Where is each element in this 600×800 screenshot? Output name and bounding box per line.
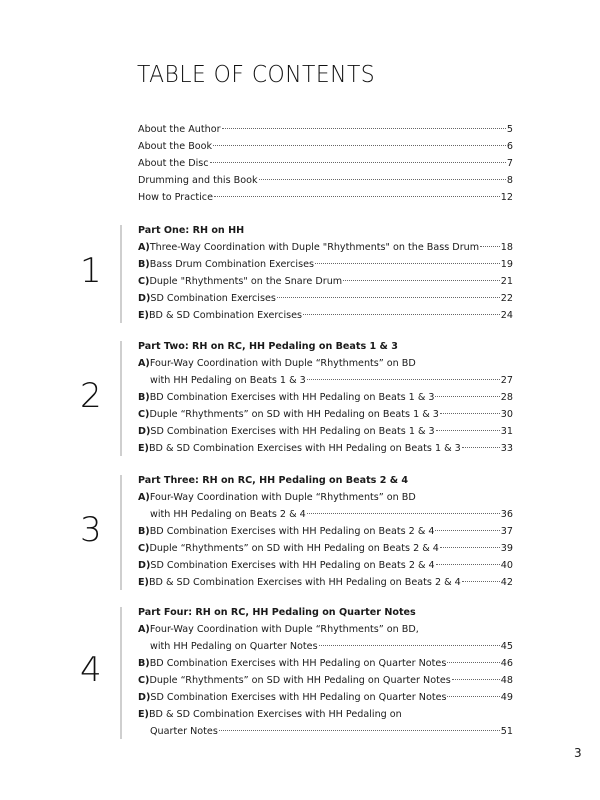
entry-title: BD Combination Exercises with HH Pedaling on Beats 2 & 4 (149, 526, 435, 537)
entry-letter: C) (138, 276, 150, 287)
part-heading: Part Two: RH on RC, HH Pedaling on Beats 1 & 3 (138, 341, 398, 352)
entry-page: 51 (500, 726, 513, 737)
entry-page: 27 (500, 375, 513, 386)
toc-entry (138, 574, 513, 591)
entry-page: 46 (500, 658, 513, 669)
dot-leader (259, 179, 506, 180)
dot-leader (222, 128, 506, 129)
entry-title: Three-Way Coordination with Duple "Rhythments" on the Bass Drum (149, 242, 480, 253)
entry-page: 7 (506, 158, 513, 169)
entry-title: BD Combination Exercises with HH Pedaling on Quarter Notes (149, 658, 447, 669)
dot-leader (315, 263, 500, 264)
dot-leader (436, 564, 500, 565)
entry-page: 28 (500, 392, 513, 403)
entry-letter: E) (138, 577, 149, 588)
entry-page: 36 (500, 509, 513, 520)
entry-title: About the Book (138, 141, 213, 152)
dot-leader (307, 379, 500, 380)
dot-leader (480, 246, 500, 247)
entry-page: 18 (500, 242, 513, 253)
entry-letter: A) (138, 624, 150, 635)
entry-letter: D) (138, 293, 151, 304)
toc-entry (138, 557, 513, 574)
entry-title: Quarter Notes (150, 726, 218, 737)
toc-entry (138, 138, 513, 155)
toc-entry (138, 172, 513, 189)
entry-title: with HH Pedaling on Quarter Notes (150, 641, 318, 652)
entry-letter: A) (138, 358, 150, 369)
part-section-4 (138, 604, 513, 740)
dot-leader (219, 730, 500, 731)
entry-title: SD Combination Exercises with HH Pedaling on Beats 1 & 3 (150, 426, 435, 437)
entry-letter: A) (138, 492, 150, 503)
toc-entry (138, 689, 513, 706)
toc-entry (138, 307, 513, 324)
part-section-1 (138, 222, 513, 324)
entry-title: Drumming and this Book (138, 175, 258, 186)
toc-entry (138, 506, 513, 523)
entry-title: SD Combination Exercises with HH Pedaling on Beats 2 & 4 (150, 560, 435, 571)
toc-entry (138, 638, 513, 655)
entry-page: 42 (500, 577, 513, 588)
toc-entry-line (138, 489, 513, 506)
dot-leader (447, 662, 499, 663)
dot-leader (440, 547, 500, 548)
toc-entry (138, 672, 513, 689)
entry-letter: B) (138, 658, 150, 669)
entry-title: BD & SD Combination Exercises with HH Pedaling on Beats 1 & 3 (148, 443, 461, 454)
part-section-2 (138, 338, 513, 457)
entry-page: 22 (500, 293, 513, 304)
page-title: TABLE OF CONTENTS (137, 62, 376, 88)
toc-entry (138, 239, 513, 256)
toc-entry (138, 372, 513, 389)
toc-entry (138, 440, 513, 457)
dot-leader (277, 297, 500, 298)
dot-leader (307, 513, 500, 514)
entry-title: BD & SD Combination Exercises with HH Pedaling on (148, 709, 402, 720)
entry-page: 48 (500, 675, 513, 686)
page-number: 3 (574, 746, 582, 760)
part-heading: Part One: RH on HH (138, 225, 245, 236)
toc-entry (138, 273, 513, 290)
entry-page: 8 (506, 175, 513, 186)
dot-leader (213, 145, 506, 146)
toc-entry (138, 389, 513, 406)
entry-letter: C) (138, 409, 150, 420)
part-divider-bar (120, 341, 122, 456)
dot-leader (210, 162, 506, 163)
toc-entry (138, 155, 513, 172)
toc-entry (138, 423, 513, 440)
entry-letter: B) (138, 526, 150, 537)
entry-letter: D) (138, 560, 151, 571)
entry-page: 12 (500, 192, 513, 203)
entry-letter: D) (138, 692, 151, 703)
entry-page: 30 (500, 409, 513, 420)
entry-title: SD Combination Exercises (150, 293, 276, 304)
entry-letter: E) (138, 310, 149, 321)
front-matter-list (138, 121, 513, 206)
entry-title: About the Author (138, 124, 221, 135)
dot-leader (462, 447, 500, 448)
entry-letter: A) (138, 242, 150, 253)
dot-leader (447, 696, 499, 697)
toc-entry-line (138, 706, 513, 723)
toc-entry (138, 540, 513, 557)
entry-title: Duple “Rhythments” on SD with HH Pedaling on Beats 2 & 4 (149, 543, 439, 554)
entry-page: 39 (500, 543, 513, 554)
entry-title: with HH Pedaling on Beats 2 & 4 (150, 509, 306, 520)
entry-letter: C) (138, 675, 150, 686)
dot-leader (435, 396, 499, 397)
part-number: 1 (80, 251, 102, 291)
entry-title: BD Combination Exercises with HH Pedaling on Beats 1 & 3 (149, 392, 435, 403)
part-number: 3 (80, 509, 102, 550)
entry-page: 33 (500, 443, 513, 454)
toc-entry (138, 256, 513, 273)
entry-title: About the Disc (138, 158, 209, 169)
entry-letter: D) (138, 426, 151, 437)
dot-leader (440, 413, 500, 414)
entry-letter: E) (138, 709, 149, 720)
dot-leader (462, 581, 500, 582)
toc-entry (138, 121, 513, 138)
part-heading: Part Four: RH on RC, HH Pedaling on Quarter Notes (138, 607, 416, 618)
toc-entry (138, 189, 513, 206)
entry-title: BD & SD Combination Exercises (148, 310, 303, 321)
entry-title: How to Practice (138, 192, 213, 203)
entry-page: 45 (500, 641, 513, 652)
toc-entry (138, 523, 513, 540)
part-section-3 (138, 472, 513, 591)
toc-entry (138, 406, 513, 423)
entry-page: 21 (500, 276, 513, 287)
toc-entry (138, 723, 513, 740)
part-number: 4 (80, 650, 102, 690)
entry-letter: B) (138, 259, 150, 270)
toc-entry (138, 290, 513, 307)
toc-entry-line (138, 355, 513, 372)
entry-title: Four-Way Coordination with Duple “Rhythments” on BD (149, 358, 416, 369)
entry-page: 40 (500, 560, 513, 571)
dot-leader (435, 530, 499, 531)
toc-entry (138, 655, 513, 672)
dot-leader (303, 314, 500, 315)
dot-leader (436, 430, 500, 431)
entry-page: 5 (506, 124, 513, 135)
entry-title: Bass Drum Combination Exercises (149, 259, 314, 270)
entry-page: 6 (506, 141, 513, 152)
entry-page: 49 (500, 692, 513, 703)
part-number: 2 (80, 375, 102, 416)
toc-entry-line (138, 621, 513, 638)
part-divider-bar (120, 475, 122, 590)
entry-title: Duple “Rhythments” on SD with HH Pedaling on Beats 1 & 3 (149, 409, 439, 420)
part-heading: Part Three: RH on RC, HH Pedaling on Beats 2 & 4 (138, 475, 409, 486)
entry-page: 24 (500, 310, 513, 321)
entry-page: 37 (500, 526, 513, 537)
dot-leader (319, 645, 500, 646)
entry-title: Duple "Rhythments" on the Snare Drum (149, 276, 343, 287)
entry-letter: C) (138, 543, 150, 554)
dot-leader (343, 280, 500, 281)
entry-letter: B) (138, 392, 150, 403)
entry-letter: E) (138, 443, 149, 454)
entry-page: 31 (500, 426, 513, 437)
entry-page: 19 (500, 259, 513, 270)
part-divider-bar (120, 607, 122, 739)
entry-title: Four-Way Coordination with Duple “Rhythments” on BD, (149, 624, 419, 635)
entry-title: Four-Way Coordination with Duple “Rhythments” on BD (149, 492, 416, 503)
dot-leader (214, 196, 500, 197)
part-divider-bar (120, 225, 122, 323)
entry-title: SD Combination Exercises with HH Pedaling on Quarter Notes (150, 692, 447, 703)
dot-leader (452, 679, 500, 680)
entry-title: with HH Pedaling on Beats 1 & 3 (150, 375, 306, 386)
entry-title: Duple “Rhythments” on SD with HH Pedaling on Quarter Notes (149, 675, 451, 686)
entry-title: BD & SD Combination Exercises with HH Pedaling on Beats 2 & 4 (148, 577, 461, 588)
